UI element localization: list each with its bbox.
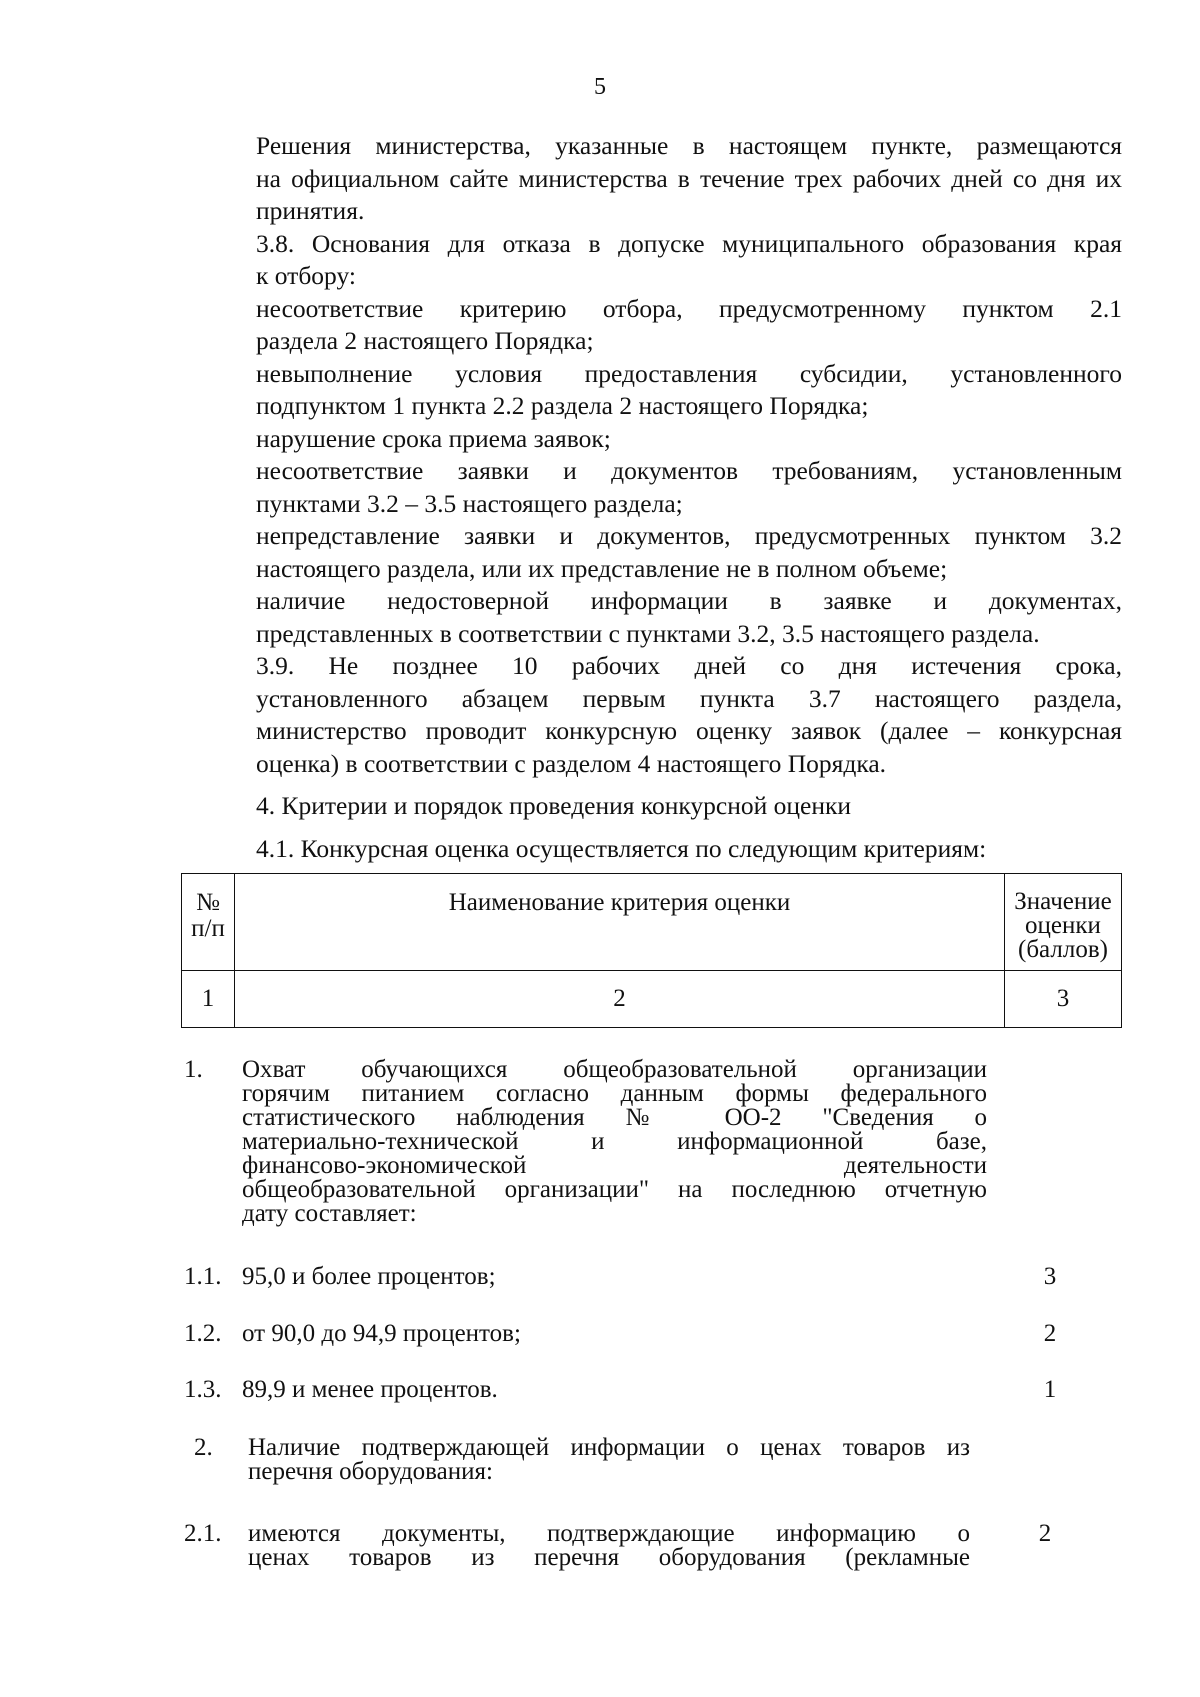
criterion-text: имеются документы, подтверждающие информацию о ценах товаров из перечня оборудования (рекламные bbox=[248, 1520, 970, 1571]
section-lead: 4.1. Конкурсная оценка осуществляется по следующим критериям: bbox=[256, 833, 987, 863]
table-numbering-row bbox=[182, 971, 1122, 1028]
criterion-text: 89,9 и менее процентов. bbox=[242, 1376, 498, 1403]
body-text bbox=[184, 130, 1122, 865]
section-heading: 4. Критерии и порядок проведения конкурсной оценки bbox=[256, 791, 852, 820]
criterion-number: 1.3. bbox=[184, 1376, 222, 1403]
header-value-cell: Значение оценки (баллов) bbox=[1005, 874, 1122, 971]
header-num-cell: № п/п bbox=[182, 874, 235, 971]
criterion-number: 1.1. bbox=[184, 1263, 222, 1290]
paragraph: несоответствие заявки и документов требованиям, установленным пунктами 3.2 – 3.5 настоящего раздела; bbox=[256, 456, 1122, 518]
criterion-score: 2 bbox=[1038, 1520, 1052, 1547]
criterion-text: Наличие подтверждающей информации о ценах товаров из перечня оборудования: bbox=[248, 1434, 970, 1485]
criterion-number: 2. bbox=[194, 1434, 213, 1461]
numbering-cell: 3 bbox=[1005, 971, 1122, 1028]
criterion-text: 95,0 и более процентов; bbox=[242, 1263, 496, 1290]
criterion-text: Охват обучающихся общеобразовательной организации горячим питанием согласно данным формы федерального статистического наблюдения № ОО-2 "Сведения о материально-технической и информационной базе, финансово-экономической деятельности общеобразовательной организации" на последнюю отчетную дату составляет: bbox=[242, 1056, 987, 1227]
criterion-number: 1. bbox=[184, 1056, 203, 1083]
page-number: 5 bbox=[594, 74, 606, 100]
numbering-cell: 1 bbox=[182, 971, 235, 1028]
paragraph: невыполнение условия предоставления субсидии, установленного подпунктом 1 пункта 2.2 раздела 2 настоящего Порядка; bbox=[256, 358, 1122, 420]
criteria-table bbox=[181, 873, 1122, 1028]
paragraph: несоответствие критерию отбора, предусмотренному пунктом 2.1 раздела 2 настоящего Порядка; bbox=[256, 293, 1122, 355]
paragraph: нарушение срока приема заявок; bbox=[256, 423, 611, 453]
paragraph: наличие недостоверной информации в заявке и документах, представленных в соответствии с пунктами 3.2, 3.5 настоящего раздела. bbox=[256, 586, 1122, 648]
paragraph: непредставление заявки и документов, предусмотренных пунктом 3.2 настоящего раздела, или их представление не в полном объеме; bbox=[256, 521, 1122, 583]
paragraph: 3.8. Основания для отказа в допуске муниципального образования края к отбору: bbox=[256, 228, 1122, 290]
criterion-score: 2 bbox=[1043, 1320, 1057, 1347]
paragraph: Решения министерства, указанные в настоящем пункте, размещаются на официальном сайте министерства в течение трех рабочих дней со дня их принятия. bbox=[256, 131, 1122, 225]
header-name-cell: Наименование критерия оценки bbox=[235, 874, 1005, 971]
criterion-text: от 90,0 до 94,9 процентов; bbox=[242, 1320, 521, 1347]
criterion-number: 1.2. bbox=[184, 1320, 222, 1347]
criterion-score: 3 bbox=[1043, 1263, 1057, 1290]
numbering-cell: 2 bbox=[235, 971, 1005, 1028]
table-header-row bbox=[182, 874, 1122, 971]
criterion-score: 1 bbox=[1043, 1376, 1057, 1403]
paragraph: 3.9. Не позднее 10 рабочих дней со дня истечения срока, установленного абзацем первым пункта 3.7 настоящего раздела, министерство проводит конкурсную оценку заявок (далее – конкурсная оценка) в соответствии с разделом 4 настоящего Порядка. bbox=[256, 651, 1122, 778]
criterion-number: 2.1. bbox=[184, 1520, 222, 1547]
